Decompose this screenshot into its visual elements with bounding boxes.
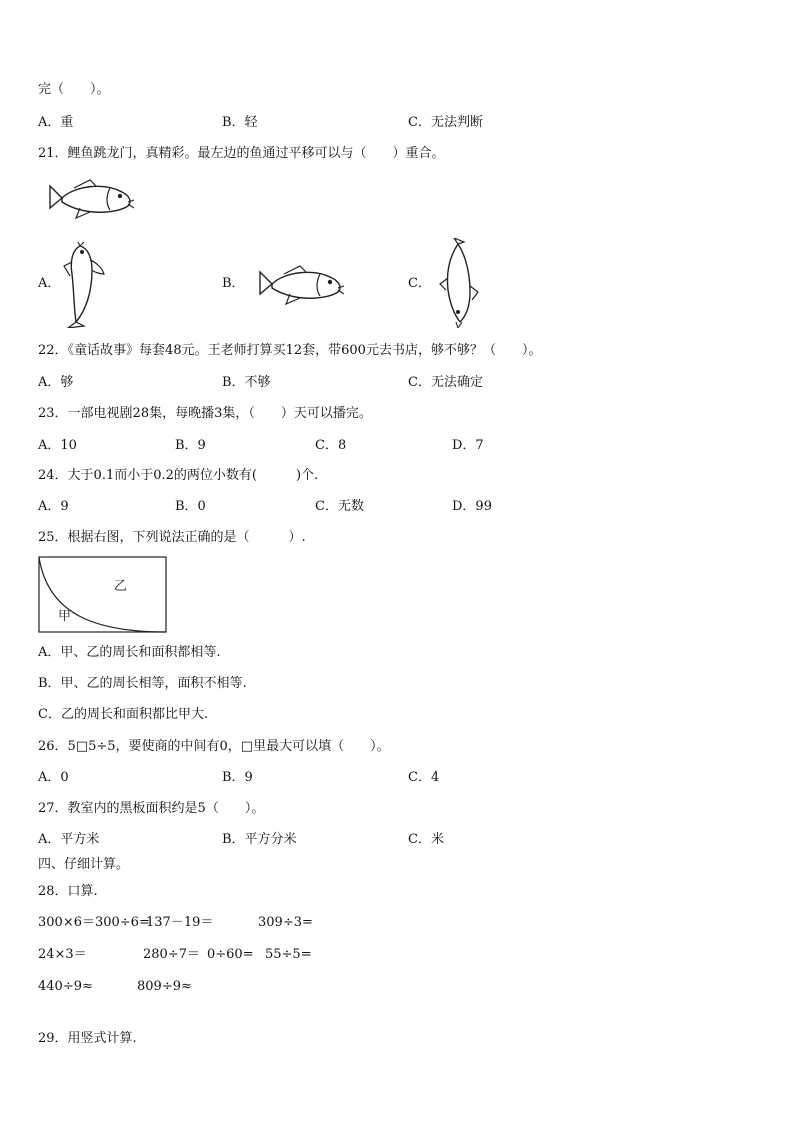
q26-option-b: B．9 — [222, 770, 253, 785]
q27-option-a: A．平方米 — [38, 832, 100, 847]
q25-rectangle-figure — [38, 556, 168, 634]
fish-option-b-image — [254, 264, 344, 308]
q25-option-c: C．乙的周长和面积都比甲大. — [38, 707, 209, 722]
calc-item: 55÷5= — [265, 947, 312, 962]
q23-option-b: B．9 — [175, 438, 206, 453]
fish-option-c-image — [434, 238, 480, 328]
question-24: 24．大于0.1而小于0.2的两位小数有( )个. — [38, 468, 319, 483]
label-jia: 甲 — [58, 609, 72, 624]
calc-item: 440÷9≈ — [38, 979, 93, 994]
calc-item: 309÷3= — [258, 915, 313, 930]
q24-option-b: B．0 — [175, 499, 206, 514]
question-26: 26．5□5÷5，要使商的中间有0，□里最大可以填（ ）。 — [38, 739, 390, 754]
calc-item: 24×3＝ — [38, 947, 87, 962]
q24-option-d: D．99 — [452, 499, 492, 514]
q23-option-a: A．10 — [38, 438, 77, 453]
q22-option-c: C．无法确定 — [408, 375, 483, 390]
question-20-tail: 完（ ）。 — [38, 82, 110, 97]
q23-option-d: D．7 — [452, 438, 484, 453]
q24-option-a: A．9 — [38, 499, 69, 514]
calc-item: 137－19＝ — [146, 915, 214, 930]
q21-option-a: A． — [38, 276, 61, 291]
q22-option-b: B．不够 — [222, 375, 271, 390]
question-28: 28．口算. — [38, 884, 98, 899]
question-21: 21．鲤鱼跳龙门，真精彩。最左边的鱼通过平移可以与（ ）重合。 — [38, 146, 445, 161]
question-25: 25．根据右图，下列说法正确的是（ ）. — [38, 530, 306, 545]
question-23: 23．一部电视剧28集，每晚播3集，（ ）天可以播完。 — [38, 406, 372, 421]
q20-option-b: B．轻 — [222, 115, 258, 130]
q21-option-c: C． — [408, 276, 431, 291]
fish-option-a-image — [62, 240, 110, 328]
q23-option-c: C．8 — [315, 438, 347, 453]
q25-option-a: A．甲、乙的周长和面积都相等. — [38, 645, 221, 660]
fish-original-image — [44, 178, 134, 222]
calc-item: 0÷60= — [207, 947, 254, 962]
q26-option-a: A．0 — [38, 770, 69, 785]
q26-option-c: C．4 — [408, 770, 440, 785]
q21-option-b: B． — [222, 276, 245, 291]
q20-option-c: C．无法判断 — [408, 115, 483, 130]
section-4-heading: 四、仔细计算。 — [38, 857, 130, 872]
q27-option-b: B．平方分米 — [222, 832, 297, 847]
q25-option-b: B．甲、乙的周长相等，面积不相等. — [38, 676, 247, 691]
q22-option-a: A．够 — [38, 375, 74, 390]
question-29: 29．用竖式计算. — [38, 1031, 137, 1046]
q20-option-a: A．重 — [38, 115, 74, 130]
q27-option-c: C．米 — [408, 832, 444, 847]
question-22: 22．《童话故事》每套48元。王老师打算买12套，带600元去书店，够不够？（ ）。 — [38, 343, 542, 358]
calc-item: 300×6＝300÷6= — [38, 915, 150, 930]
label-yi: 乙 — [114, 579, 128, 594]
calc-item: 280÷7＝ — [143, 947, 200, 962]
q24-option-c: C．无数 — [315, 499, 364, 514]
question-27: 27．教室内的黑板面积约是5（ ）。 — [38, 801, 265, 816]
calc-item: 809÷9≈ — [137, 979, 192, 994]
